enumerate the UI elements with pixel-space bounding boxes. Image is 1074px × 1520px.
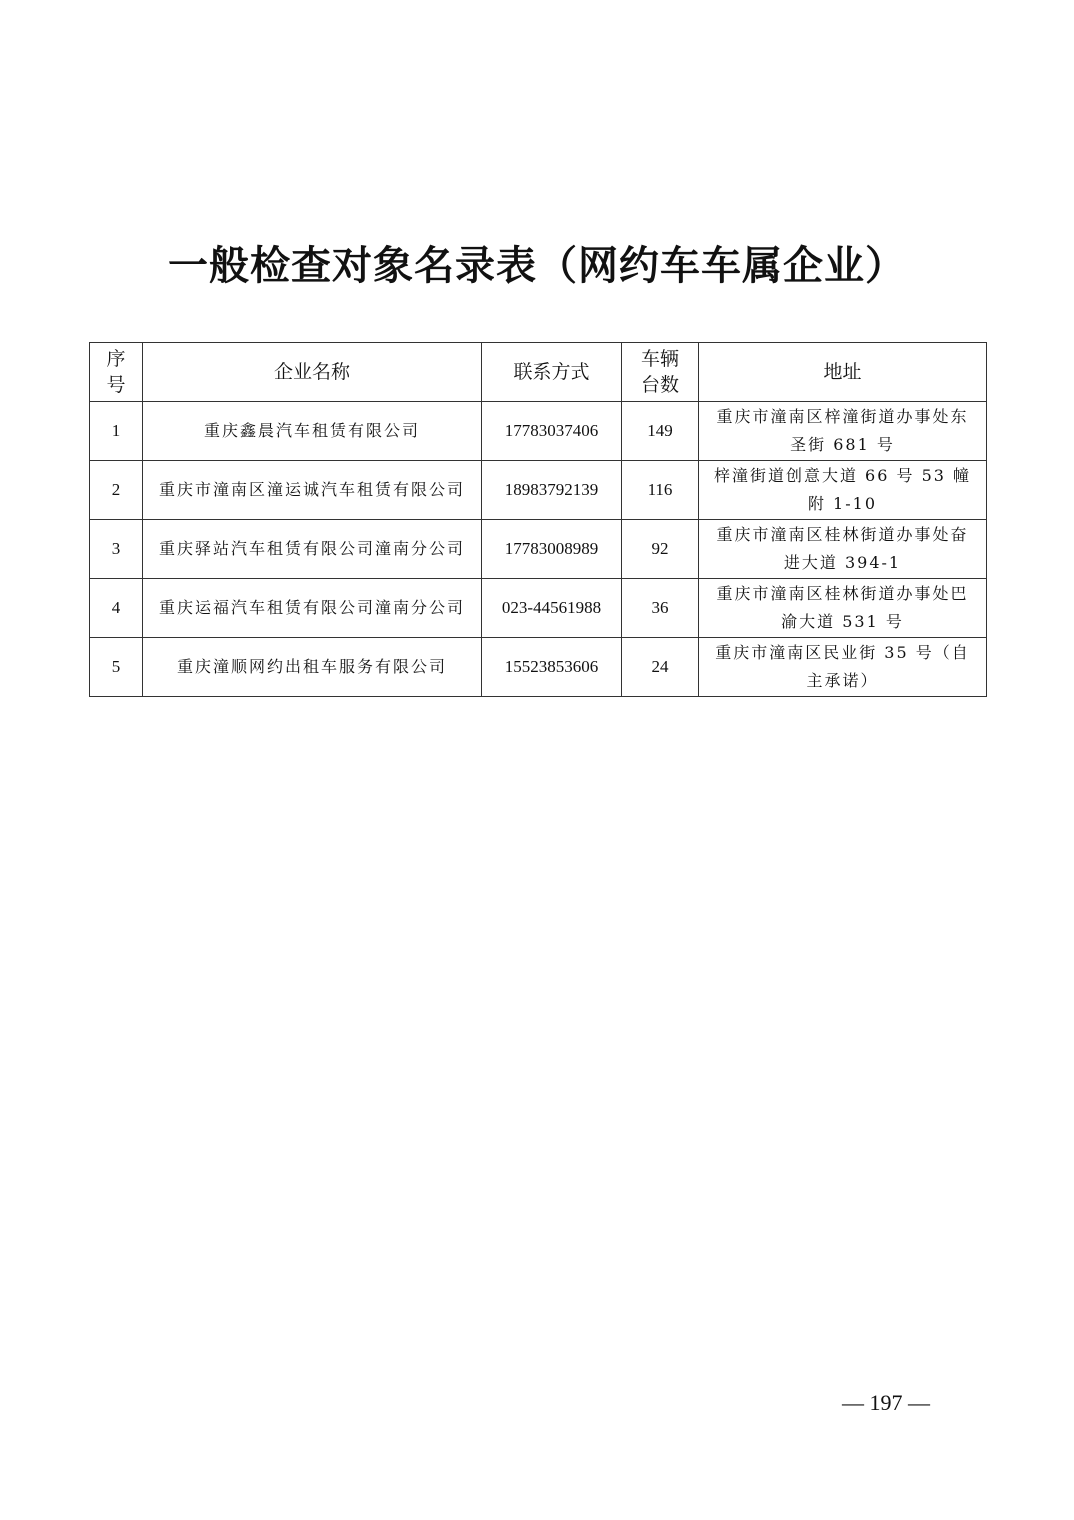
cell-address: 重庆市潼南区桂林街道办事处奋进大道 394-1	[699, 520, 987, 579]
cell-company: 重庆驿站汽车租赁有限公司潼南分公司	[143, 520, 482, 579]
cell-address: 重庆市潼南区民业街 35 号（自主承诺）	[699, 638, 987, 697]
cell-index: 1	[90, 402, 143, 461]
cell-vehicles: 24	[622, 638, 699, 697]
table-row	[90, 579, 987, 638]
cell-address: 梓潼街道创意大道 66 号 53 幢附 1-10	[699, 461, 987, 520]
table-row	[90, 520, 987, 579]
cell-contact: 17783008989	[482, 520, 622, 579]
cell-contact: 18983792139	[482, 461, 622, 520]
header-contact: 联系方式	[482, 343, 622, 402]
table-row	[90, 461, 987, 520]
table-header-row	[90, 343, 987, 402]
cell-contact: 15523853606	[482, 638, 622, 697]
cell-address: 重庆市潼南区桂林街道办事处巴渝大道 531 号	[699, 579, 987, 638]
cell-index: 4	[90, 579, 143, 638]
header-company: 企业名称	[143, 343, 482, 402]
cell-vehicles: 92	[622, 520, 699, 579]
enterprise-table	[89, 342, 987, 697]
cell-index: 3	[90, 520, 143, 579]
cell-company: 重庆鑫晨汽车租赁有限公司	[143, 402, 482, 461]
cell-company: 重庆潼顺网约出租车服务有限公司	[143, 638, 482, 697]
page-number: — 197 —	[842, 1390, 930, 1415]
cell-vehicles: 36	[622, 579, 699, 638]
cell-address: 重庆市潼南区梓潼街道办事处东圣街 681 号	[699, 402, 987, 461]
cell-company: 重庆市潼南区潼运诚汽车租赁有限公司	[143, 461, 482, 520]
cell-contact: 023-44561988	[482, 579, 622, 638]
page-title: 一般检查对象名录表（网约车车属企业）	[168, 242, 906, 289]
cell-index: 2	[90, 461, 143, 520]
table-row	[90, 402, 987, 461]
cell-index: 5	[90, 638, 143, 697]
cell-contact: 17783037406	[482, 402, 622, 461]
cell-vehicles: 116	[622, 461, 699, 520]
table-row	[90, 638, 987, 697]
header-vehicles: 车辆 台数	[622, 343, 699, 402]
header-index: 序 号	[90, 343, 143, 402]
cell-vehicles: 149	[622, 402, 699, 461]
header-address: 地址	[699, 343, 987, 402]
cell-company: 重庆运福汽车租赁有限公司潼南分公司	[143, 579, 482, 638]
